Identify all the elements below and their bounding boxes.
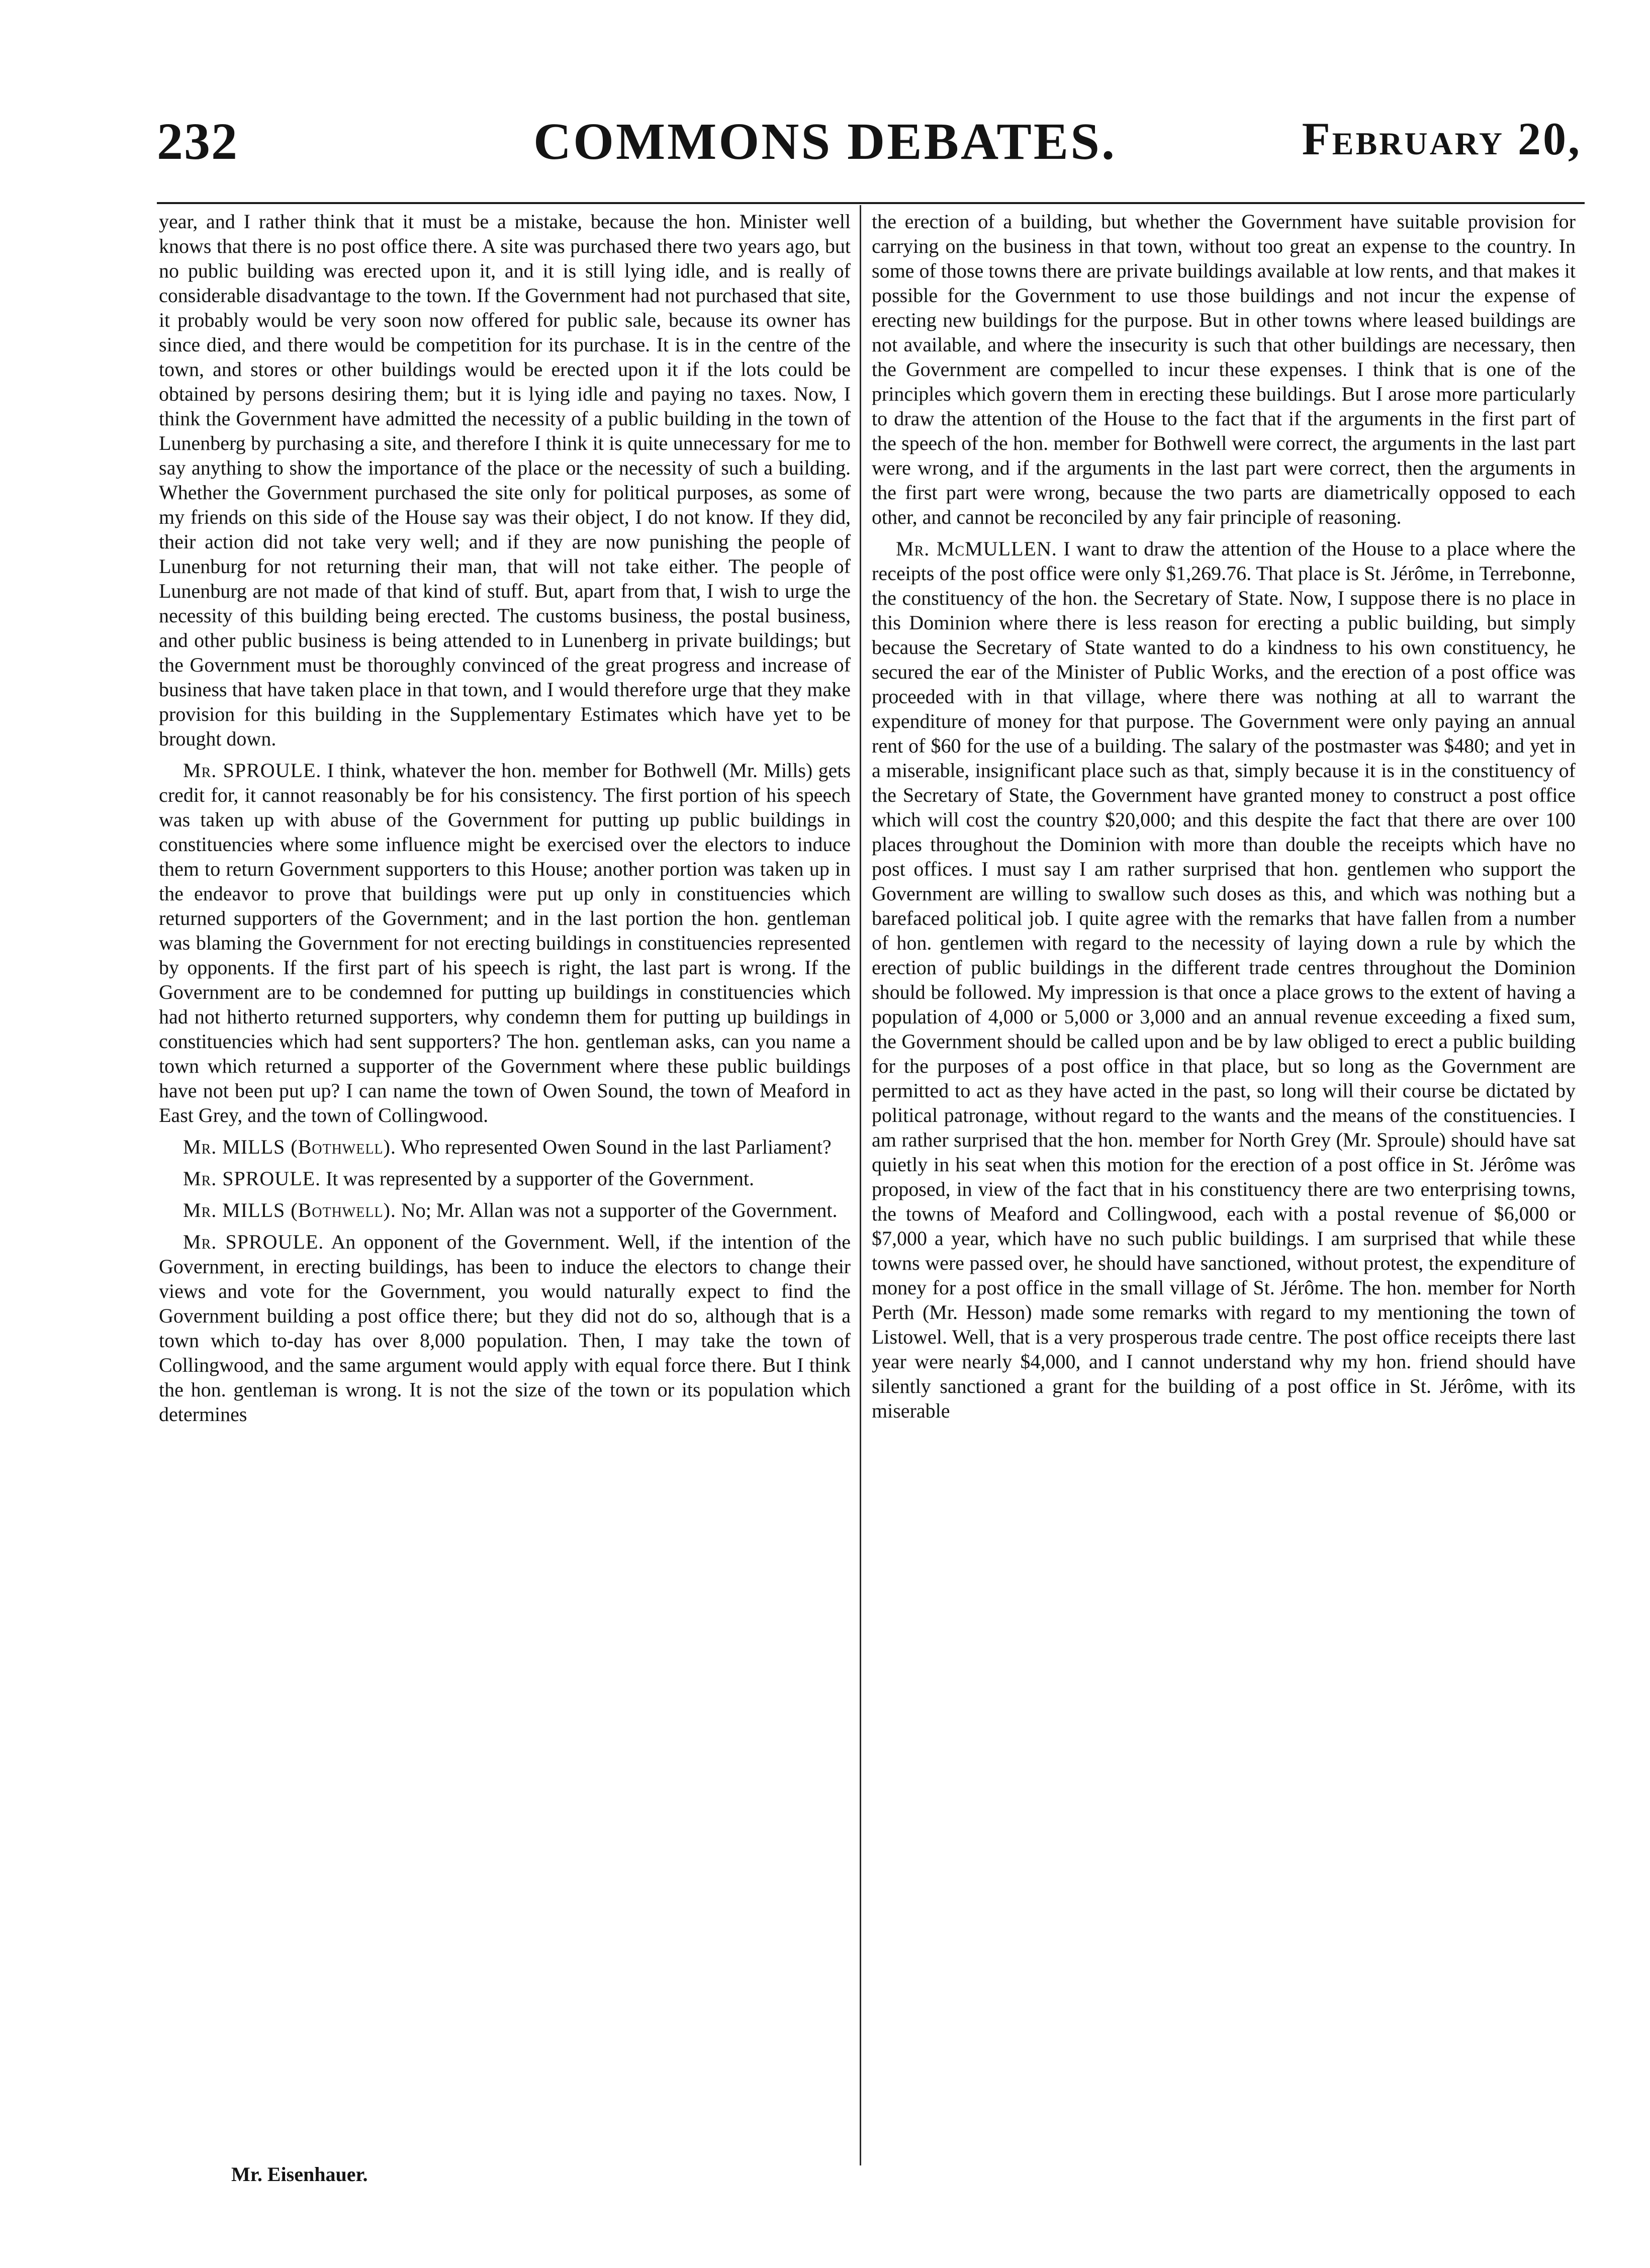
speech-paragraph xyxy=(159,758,851,1127)
speech-paragraph xyxy=(159,1166,851,1191)
speaker-name: Mr. McMULLEN. xyxy=(896,537,1057,560)
column-divider xyxy=(860,205,861,2165)
speech-text: An opponent of the Government. Well, if the intention of the Government, in erecting buildings, has been to induce the electors to change their views and vote for the Government, you would naturally expect to find the Government building a post office there; but they did not do so, although that is a town which to-day has over 8,000 population. Then, I may take the town of Collingwood, and the same argument would apply with equal force there. But I think the hon. gentleman is wrong. It is not the size of the town or its population which determines xyxy=(159,1231,851,1426)
page-header xyxy=(0,0,1650,201)
speech-text: No; Mr. Allan was not a supporter of the Government. xyxy=(401,1199,838,1221)
speech-text: Who represented Owen Sound in the last Parliament? xyxy=(401,1136,832,1158)
speech-paragraph xyxy=(159,1135,851,1159)
speaker-name: Mr. MILLS (Bothwell). xyxy=(183,1136,396,1158)
speech-text: I want to draw the attention of the House to a place where the receipts of the post office were only $1,269.76. That place is St. Jérôme, in Terrebonne, the constituency of the hon. the Secretary of State. Now, I suppose there is no place in this Dominion where there is less reason for erecting a public building, but simply because the Secretary of State wanted to do a kindness to his own constituency, he secured the ear of the Minister of Public Works, and the erection of a post office was proceeded with in that village, where there was nothing at all to warrant the expenditure of money for that purpose. The Government were only paying an annual rent of $60 for the use of a building. The salary of the postmaster was $480; and yet in a miserable, insignificant place such as that, simply because it is in the constituency of the Secretary of State, the Government have granted money to construct a post office which will cost the country $20,000; and this despite the fact that there are over 100 places throughout the Dominion with more than double the receipts which have no post offices. I must say I am rather surprised that hon. gentlemen who support the Government are willing to swallow such doses as this, and which was nothing but a barefaced political job. I quite agree with the remarks that have fallen from a number of hon. gentlemen with regard to the necessity of laying down a rule by which the erection of public buildings in the different trade centres throughout the Dominion should be followed. My impression is that once a place grows to the extent of having a population of 4,000 or 5,000 or 3,000 and an annual revenue exceeding a fixed sum, the Government should be called upon and be by law obliged to erect a public building for the purposes of a post office in that place, but so long as the Government are permitted to act as they have acted in the past, so long will their course be dictated by political patronage, without regard to the wants and the means of the constituencies. I am rather surprised that the hon. member for North Grey (Mr. Sproule) should have sat quietly in his seat when this motion for the erection of a post office in St. Jérôme was proposed, in view of the fact that in his constituency there are two enterprising towns, the towns of Meaford and Collingwood, each with a postal revenue of $6,000 or $7,000 a year, which have no such public buildings. I am surprised that while these towns were passed over, he should have sanctioned, without protest, the expenditure of money for a post office in the small village of St. Jérôme. The hon. member for North Perth (Mr. Hesson) made some remarks with regard to my mentioning the town of Listowel. Well, that is a very prosperous trade centre. The post office receipts there last year were nearly $4,000, and I cannot understand why my hon. friend should have silently sanctioned a grant for the building of a post office in St. Jérôme, with its miserable xyxy=(872,537,1576,1422)
speaker-name: Mr. SPROULE. xyxy=(183,1167,321,1190)
paragraph: year, and I rather think that it must be a mistake, because the hon. Minister well knows that there is no post office there. A site was purchased there two years ago, but no public building was erected upon it, and it is still lying idle, and is really of considerable disadvantage to the town. If the Government had not purchased that site, it probably would be very soon now offered for public sale, because its owner has since died, and there would be competition for its purchase. It is in the centre of the town, and stores or other buildings would be erected upon it if the lots could be obtained by persons desiring them; but it is lying idle and paying no taxes. Now, I think the Government have admitted the necessity of a public building in the town of Lunenberg by purchasing a site, and therefore I think it is quite unnecessary for me to say anything to show the importance of the place or the necessity of such a building. Whether the Government purchased the site only for political purposes, as some of my friends on this side of the House say was their object, I do not know. If they did, their action did not take very well; and if they are now punishing the people of Lunenburg for not returning their man, that will not take either. The people of Lunenburg are not made of that kind of stuff. But, apart from that, I wish to urge the necessity of this building being erected. The customs business, the postal business, and other public business is being attended to in Lunenberg in private buildings; but the Government must be thoroughly convinced of the great progress and increase of business that have taken place in that town, and I would therefore urge that they make provision for this building in the Supplementary Estimates which have yet to be brought down. xyxy=(159,210,851,750)
page-number: 232 xyxy=(157,113,238,170)
page-date: February 20, xyxy=(1302,113,1582,164)
speaker-name: Mr. MILLS (Bothwell). xyxy=(183,1199,396,1221)
right-column xyxy=(872,209,1576,2159)
speech-paragraph xyxy=(159,1198,851,1222)
paragraph: the erection of a building, but whether the Government have suitable provision for carrying on the business in that town, without too great an expense to the country. In some of those towns there are private buildings available at low rents, and that makes it possible for the Government to use those buildings and not incur the expense of erecting new buildings for the purpose. But in other towns where leased buildings are not available, and where the insecurity is such that other buildings are necessary, then the Government are compelled to incur these expenses. I think that is one of the principles which govern them in erecting these buildings. But I arose more particularly to draw the attention of the House to the fact that if the arguments in the first part of the speech of the hon. member for Bothwell were correct, the arguments in the last part were wrong, and if the arguments in the last part were correct, then the arguments in the first part were wrong, because the two parts are diametrically opposed to each other, and cannot be reconciled by any fair principle of reasoning. xyxy=(872,210,1576,528)
left-column xyxy=(159,209,851,2159)
catchword: Mr. Eisenhauer. xyxy=(231,2163,368,2186)
publication-title: COMMONS DEBATES. xyxy=(533,113,1117,170)
speaker-name: Mr. SPROULE. xyxy=(183,759,322,782)
speech-text: I think, whatever the hon. member for Bothwell (Mr. Mills) gets credit for, it cannot reasonably be for his consistency. The first portion of his speech was taken up with abuse of the Government for putting up public buildings in constituencies where some influence might be exercised over the electors to induce them to return Government supporters to this House; another portion was taken up in the endeavor to prove that buildings were put up only in constituencies which returned supporters of the Government; and in the last portion the hon. gentleman was blaming the Government for not erecting buildings in constituencies represented by opponents. If the first part of his speech is right, the last part is wrong. If the Government are to be condemned for putting up buildings in constituencies which had not hitherto returned supporters, why condemn them for putting up buildings in constituencies which had sent supporters? The hon. gentleman asks, can you name a town which returned a supporter of the Government where these public buildings have not been put up? I can name the town of Owen Sound, the town of Meaford in East Grey, and the town of Collingwood. xyxy=(159,759,851,1126)
speech-text: It was represented by a supporter of the Government. xyxy=(326,1167,754,1190)
speaker-name: Mr. SPROULE. xyxy=(183,1231,324,1253)
speech-paragraph xyxy=(872,536,1576,1423)
header-rule xyxy=(157,202,1585,204)
speech-paragraph xyxy=(159,1230,851,1427)
